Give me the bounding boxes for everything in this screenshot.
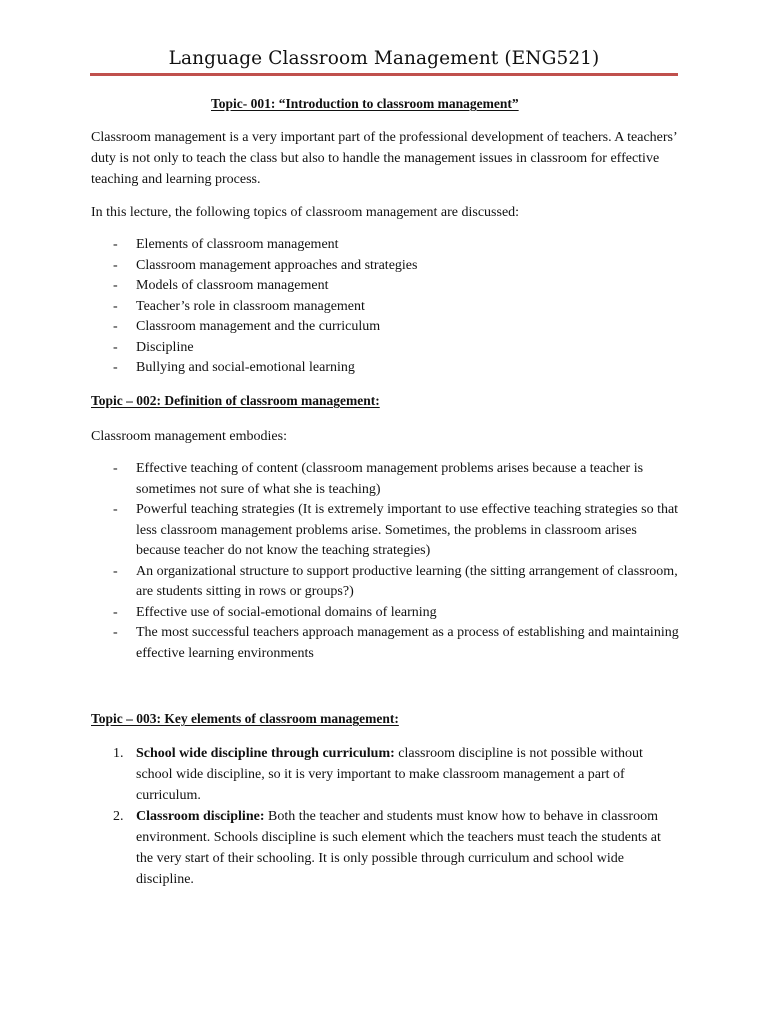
list-number: 2.: [113, 809, 124, 824]
dash-bullet: -: [113, 298, 118, 314]
list-item-text: An organizational structure to support productive learning (the sitting arrangement of classroom, are students sitting in rows or groups?): [136, 563, 678, 599]
list-number: 1.: [113, 746, 124, 761]
dash-bullet: -: [113, 278, 118, 293]
list-item: [91, 743, 681, 806]
topic-003-heading: Topic – 003: Key elements of classroom management:: [91, 711, 399, 726]
list-item-text: The most successful teachers approach management as a process of establishing and maintaining effective learning environments: [136, 625, 679, 661]
list-item-text: Effective teaching of content (classroom management problems arises because a teacher is sometimes not sure of what she is teaching): [136, 461, 644, 497]
list-item: [91, 500, 681, 562]
topic-001-heading: Topic- 001: “Introduction to classroom management”: [211, 96, 519, 111]
dash-bullet: -: [113, 319, 118, 334]
list-item-text: Classroom management approaches and strategies: [136, 257, 418, 273]
dash-bullet: -: [113, 625, 118, 640]
topic-003-list: [91, 743, 681, 890]
list-item: [91, 562, 681, 603]
list-item: [91, 276, 681, 297]
topic-001-paragraph: Classroom management is a very important part of the professional development of teachers. A teachers’ duty is not only to teach the class but also to handle the management issues in classroom for effective teaching and learning process.: [91, 130, 677, 187]
title-rule: [90, 73, 678, 76]
dash-bullet: -: [113, 461, 118, 476]
dash-bullet: -: [113, 339, 118, 355]
list-item: [91, 806, 681, 890]
list-item-text: Both the teacher and students must know how to behave in classroom environment. Schools discipline is such element which the teachers must teach the students at the very start of their schooling. It is only possible through curriculum and school wide discipline.: [136, 809, 661, 887]
list-item: [91, 256, 681, 277]
dash-bullet: -: [113, 563, 118, 579]
dash-bullet: -: [113, 502, 118, 517]
list-item: [91, 235, 681, 256]
topic-002-list: [91, 459, 681, 664]
list-item-text: Bullying and social-emotional learning: [136, 360, 355, 375]
list-item: [91, 623, 681, 664]
list-item-text: classroom discipline is not possible without school wide discipline, so it is very important to make classroom management a part of curriculum.: [136, 746, 643, 803]
dash-bullet: -: [113, 257, 118, 273]
topic-002-intro: Classroom management embodies:: [91, 429, 287, 444]
list-item-term: Classroom discipline:: [136, 809, 265, 824]
list-item-text: Effective use of social-emotional domains of learning: [136, 604, 437, 620]
list-item: [91, 317, 681, 338]
list-item-text: Models of classroom management: [136, 278, 329, 293]
list-item: [91, 459, 681, 500]
topic-001-intro: In this lecture, the following topics of classroom management are discussed:: [91, 205, 520, 220]
list-item-text: Elements of classroom management: [136, 237, 339, 252]
topic-001-list: [91, 235, 681, 379]
list-item-text: Powerful teaching strategies (It is extremely important to use effective teaching strategies so that less classroom management problems arise. Sometimes, the problems in classroom arises because teacher do not know the teaching strategies): [136, 502, 679, 558]
list-item-text: Teacher’s role in classroom management: [136, 298, 365, 314]
dash-bullet: -: [113, 604, 118, 620]
document-title: Language Classroom Management (ENG521): [168, 48, 600, 69]
list-item: [91, 338, 681, 359]
list-item-text: Classroom management and the curriculum: [136, 319, 381, 334]
list-item-text: Discipline: [136, 339, 194, 355]
dash-bullet: -: [113, 237, 118, 252]
topic-002-heading: Topic – 002: Definition of classroom management:: [91, 393, 380, 408]
dash-bullet: -: [113, 360, 118, 375]
list-item: [91, 358, 681, 379]
list-item: [91, 297, 681, 318]
list-item-term: School wide discipline through curriculum:: [136, 746, 395, 761]
list-item: [91, 603, 681, 624]
